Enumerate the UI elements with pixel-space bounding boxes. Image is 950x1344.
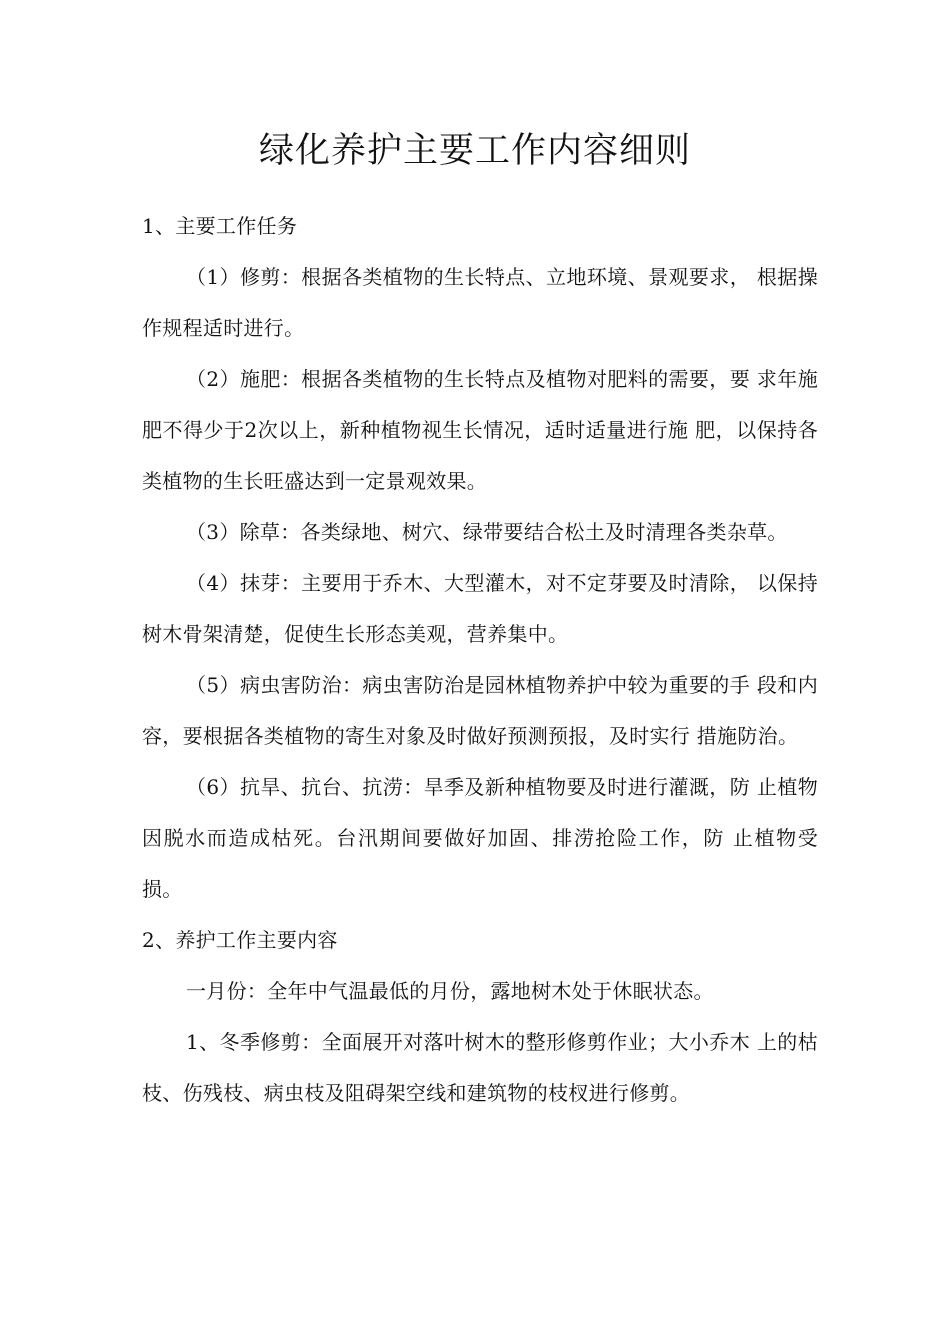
document-title: 绿化养护主要工作内容细则 [258, 131, 691, 171]
paragraph-drought-typhoon-flood: （6）抗旱、抗台、抗涝：旱季及新种植物要及时进行灌溉，防 止植物因脱水而造成枯死。台汛期间要做好加固、排涝抢险工作，防 止植物受损。 [142, 775, 818, 901]
paragraph-fertilizing: （2）施肥：根据各类植物的生长特点及植物对肥料的需要，要 求年施肥不得少于2次以上，新种植物视生长情况，适时适量进行施 肥，以保持各类植物的生长旺盛达到一定景观效果。 [142, 367, 818, 493]
section-heading-2: 2、养护工作主要内容 [142, 928, 338, 952]
paragraph-pruning: （1）修剪：根据各类植物的生长特点、立地环境、景观要求， 根据操作规程适时进行。 [142, 265, 818, 340]
paragraph-january: 一月份：全年中气温最低的月份，露地树木处于休眠状态。 [186, 979, 714, 1003]
paragraph-pest-control: （5）病虫害防治：病虫害防治是园林植物养护中较为重要的手 段和内容，要根据各类植物的寄生对象及时做好预测预报，及时实行 措施防治。 [142, 673, 818, 748]
document-body [142, 201, 818, 1119]
paragraph-weeding: （3）除草：各类绿地、树穴、绿带要结合松土及时清理各类杂草。 [186, 520, 788, 544]
section-heading-1: 1、主要工作任务 [142, 214, 298, 238]
paragraph-winter-pruning: 1、冬季修剪：全面展开对落叶树木的整形修剪作业；大小乔木 上的枯枝、伤残枝、病虫枝及阻碍架空线和建筑物的枝杈进行修剪。 [142, 1030, 818, 1105]
paragraph-bud-removal: （4）抹芽：主要用于乔木、大型灌木，对不定芽要及时清除， 以保持树木骨架清楚，促使生长形态美观，营养集中。 [142, 571, 818, 646]
